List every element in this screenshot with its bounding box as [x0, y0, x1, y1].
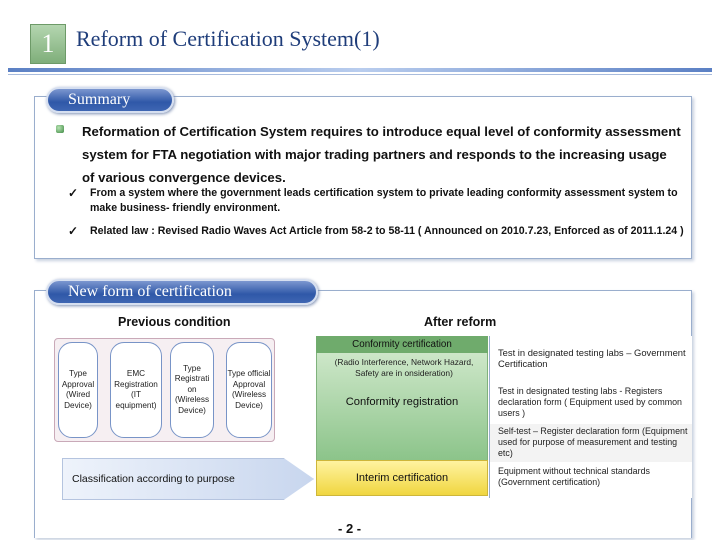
- after-note-government-certification: Test in designated testing labs – Government Certification: [489, 336, 692, 384]
- after-note-self-test: Self-test – Register declaration form (Equipment used for purpose of measurement and testing etc): [489, 424, 692, 462]
- after-reform-heading: After reform: [424, 315, 497, 329]
- summary-item-1: From a system where the government leads certification system to private leading conformity assessment system to make business- friendly environment.: [90, 187, 678, 214]
- new-form-label: New form of certification: [46, 279, 318, 305]
- previous-item-emc-registration: EMC Registration (IT equipment): [110, 342, 162, 438]
- previous-item-type-official-approval: Type official Approval (Wireless Device): [226, 342, 272, 438]
- bullet-icon: [56, 125, 64, 133]
- after-note-no-standards: Equipment without technical standards (Government certification): [489, 462, 692, 498]
- classification-label: Classification according to purpose: [72, 473, 235, 485]
- conformity-certification-heading: Conformity certification: [316, 336, 488, 353]
- section-number-badge: 1: [30, 24, 66, 64]
- page-number: - 2 -: [338, 521, 362, 536]
- conformity-registration-label: Conformity registration: [345, 396, 459, 408]
- summary-label: Summary: [46, 87, 174, 113]
- after-note-common-users: Test in designated testing labs - Registers declaration form ( Equipment used by common users ): [489, 384, 692, 424]
- checkmark-icon: ✓: [68, 224, 79, 238]
- title-divider-thin: [8, 74, 712, 75]
- conformity-certification-note: (Radio Interference, Network Hazard, Safety are in onsideration): [334, 357, 474, 378]
- page-title: Reform of Certification System(1): [76, 26, 380, 51]
- previous-item-type-registration: Type Registrati on (Wireless Device): [170, 342, 214, 438]
- title-divider: [8, 68, 712, 72]
- previous-item-type-approval: Type Approval (Wired Device): [58, 342, 98, 438]
- checkmark-icon: ✓: [68, 186, 79, 200]
- previous-condition-heading: Previous condition: [118, 315, 231, 329]
- summary-main-text: Reformation of Certification System requires to introduce equal level of conformity assessment system for FTA negotiation with major trading partners and responds to the increasing usage of various convergence devices.: [82, 124, 681, 185]
- interim-certification-box: Interim certification: [316, 460, 488, 496]
- summary-item-2: Related law : Revised Radio Waves Act Article from 58-2 to 58-11 ( Announced on 2010.7.23, Enforced as of 2011.1.24 ): [90, 225, 684, 237]
